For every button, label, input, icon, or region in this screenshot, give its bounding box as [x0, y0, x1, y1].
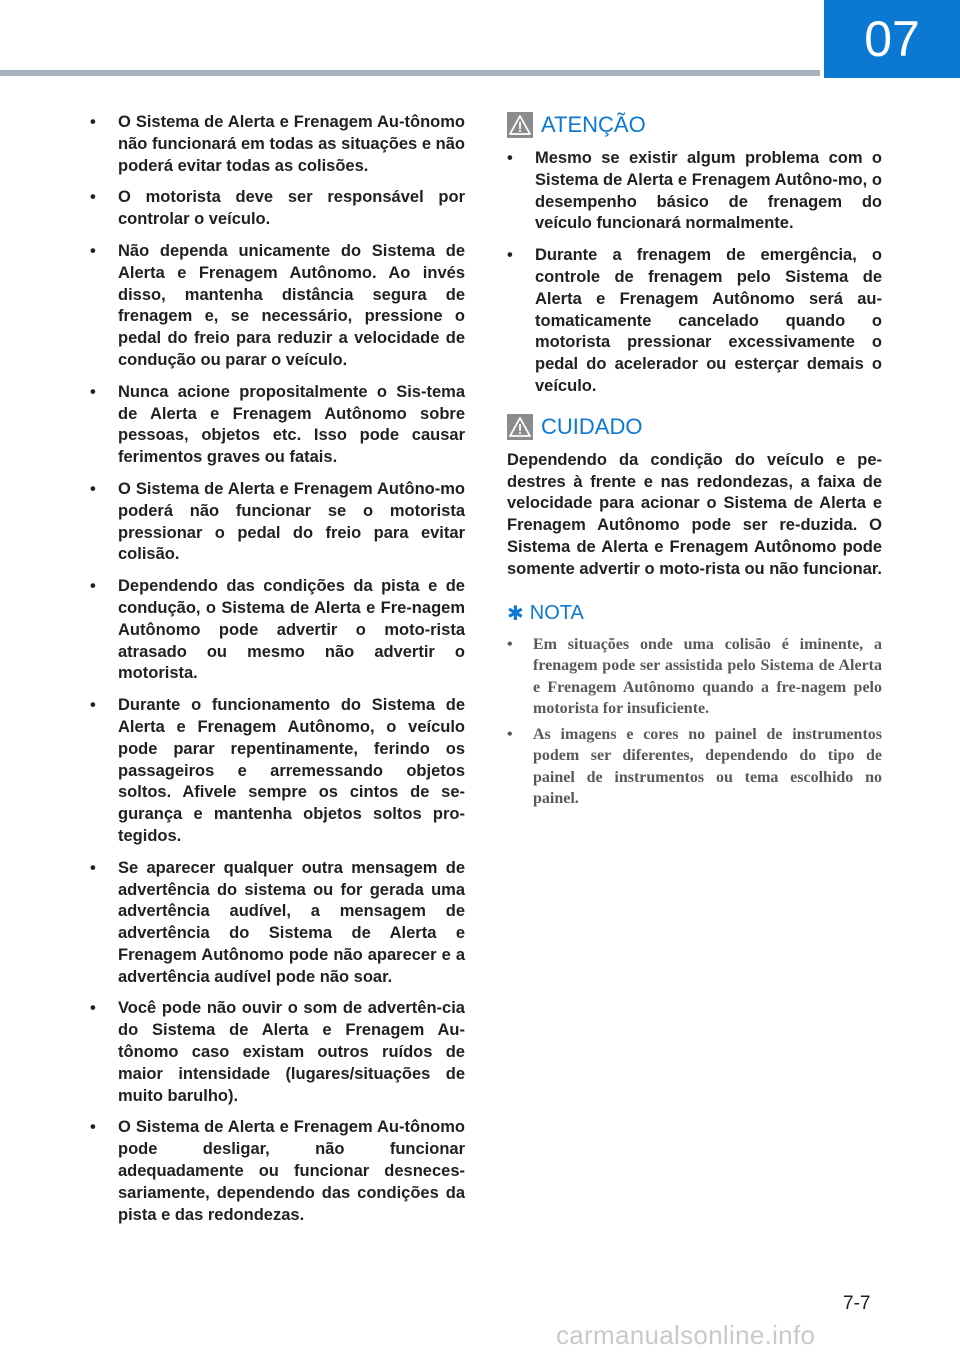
warning-triangle-icon: [507, 112, 533, 138]
list-item: • Mesmo se existir algum problema com o Sistema de Alerta e Frenagem Autôno-mo, o desempenho básico de frenagem do veículo funcionará normalmente.: [507, 149, 882, 233]
page-number: 7-7: [843, 1293, 871, 1314]
warning-bullet-list: [90, 112, 465, 1226]
list-item: • Em situações onde uma colisão é iminente, a frenagem pode ser assistida pelo Sistema de Alerta e Frenagem Autônomo quando a fre-nagem pelo motorista for insuficiente.: [507, 635, 882, 718]
list-item: • Durante o funcionamento do Sistema de Alerta e Frenagem Autônomo, o veículo pode parar repentinamente, ferindo os passageiros e arremessando objetos soltos. Afivele sempre os cintos de se-gurança e mantenha objetos soltos pro-tegidos.: [90, 696, 465, 845]
list-item: • O Sistema de Alerta e Frenagem Au-tônomo pode desligar, não funcionar adequadamente ou funcionar desneces-sariamente, dependendo das condições da pista e das redondezas.: [90, 1118, 465, 1224]
list-item: • Nunca acione propositalmente o Sis-tema de Alerta e Frenagem Autônomo sobre pessoas, objetos etc. Isso pode causar ferimentos graves ou fatais.: [90, 382, 465, 467]
warning-triangle-icon: [507, 414, 533, 440]
atencao-heading: [507, 112, 882, 138]
list-item: • As imagens e cores no painel de instrumentos podem ser diferentes, dependendo do tipo de painel de instrumentos ou tema escolhido no painel.: [507, 725, 882, 808]
list-item: • Durante a frenagem de emergência, o controle de frenagem pelo Sistema de Alerta e Frenagem Autônomo será au-tomaticamente cancelado quando o motorista pressionar excessivamente o pedal do acelerador ou esterçar demais o veículo.: [507, 246, 882, 395]
right-column: [507, 112, 882, 814]
list-item: • Não dependa unicamente do Sistema de Alerta e Frenagem Autônomo. Ao invés disso, mantenha distância segura de frenagem e, se necessário, pressione o pedal do freio para reduzir a velocidade de condução ou parar o veículo.: [90, 241, 465, 369]
list-item: • O Sistema de Alerta e Frenagem Au-tônomo não funcionará em todas as situações e não poderá evitar todas as colisões.: [90, 113, 465, 175]
list-item: • Você pode não ouvir o som de advertên-cia do Sistema de Alerta e Frenagem Au-tônomo caso existam outros ruídos de maior intensidade (lugares/situações de muito barulho).: [90, 999, 465, 1105]
cuidado-heading: [507, 414, 882, 440]
list-item: • O Sistema de Alerta e Frenagem Autôno-mo poderá não funcionar se o motorista pressionar o pedal do freio para evitar colisão.: [90, 479, 465, 564]
list-item: • Se aparecer qualquer outra mensagem de advertência do sistema ou for gerada uma advertência audível, a mensagem de advertência do Sistema de Alerta e Frenagem Autônomo pode não aparecer e a advertência audível pode não soar.: [90, 858, 465, 986]
list-item: • O motorista deve ser responsável por controlar o veículo.: [90, 188, 465, 229]
header-rule: [0, 70, 820, 76]
cuidado-text: Dependendo da condição do veículo e pe-destres à frente e nas redondezas, a faixa de velocidade para acionar o Sistema de Alerta e Frenagem Autônomo pode ser re-duzida. O Sistema de Alerta e Frenagem Autônomo pode somente advertir o moto-rista ou não funcionar.: [507, 450, 882, 578]
list-item: • Dependendo das condições da pista e de condução, o Sistema de Alerta e Fre-nagem Autônomo pode advertir o moto-rista atrasado ou mesmo não advertir o motorista.: [90, 577, 465, 683]
star-icon: ✱: [507, 602, 524, 625]
chapter-tab: [824, 0, 960, 78]
chapter-number: 07: [864, 11, 920, 67]
watermark: carmanualsonline.info: [556, 1320, 816, 1350]
nota-heading: [507, 601, 882, 626]
atencao-list: [507, 148, 882, 398]
left-column: [90, 112, 465, 1236]
nota-list: [507, 634, 882, 810]
atencao-title: ATENÇÃO: [541, 112, 646, 137]
nota-title: NOTA: [529, 601, 584, 624]
cuidado-title: CUIDADO: [541, 413, 643, 439]
